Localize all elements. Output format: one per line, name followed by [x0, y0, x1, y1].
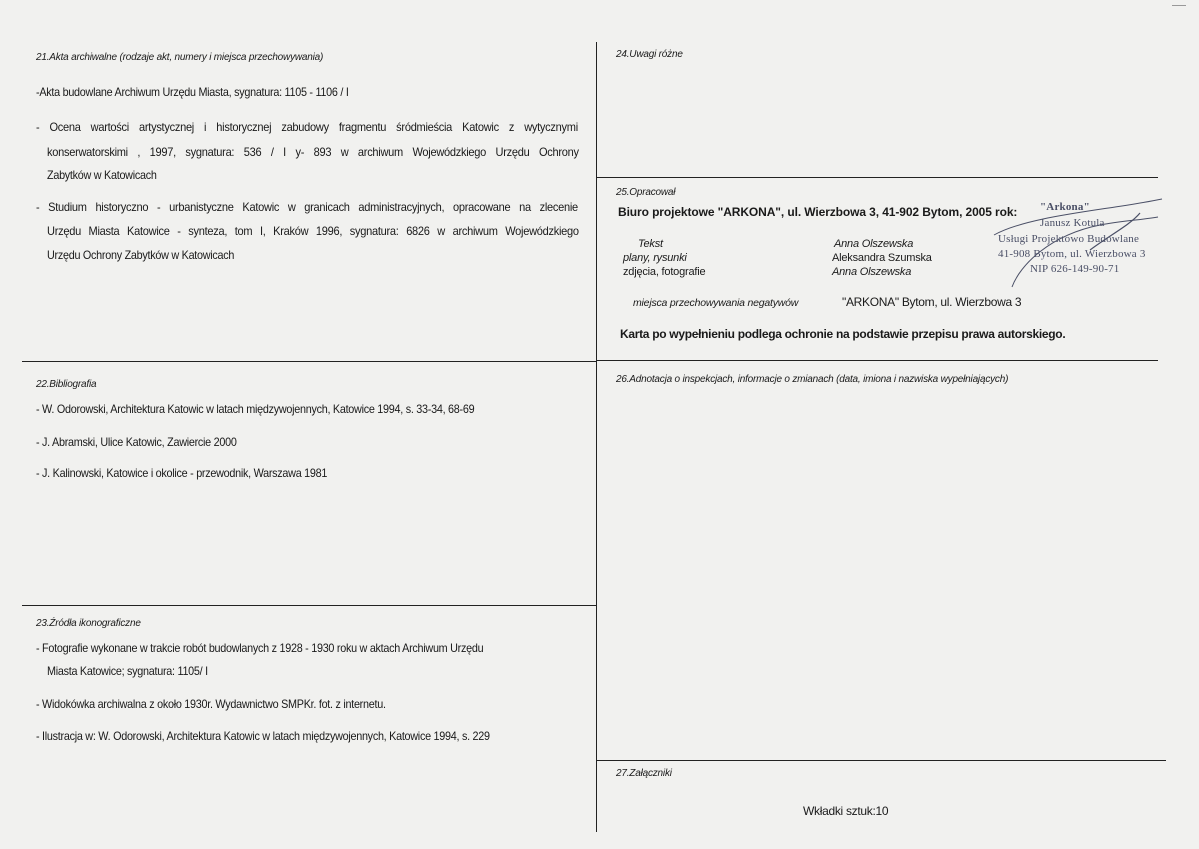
archive-item-3-line-2: Urzędu Miasta Katowice - synteza, tom I, Kraków 1996, sygnatura: 6826 w archiwum Wojewódzkiego: [47, 224, 579, 238]
author-line: Biuro projektowe "ARKONA", ul. Wierzbowa 3, 41-902 Bytom, 2005 rok:: [618, 205, 1018, 219]
negatives-label: miejsca przechowywania negatywów: [633, 297, 799, 309]
archive-item-2-line-3: Zabytków w Katowicach: [47, 168, 157, 182]
iconography-item-3: - Ilustracja w: W. Odorowski, Architektura Katowic w latach międzywojennych, Katowice 1994, s. 229: [36, 729, 490, 743]
inserts-count: Wkładki sztuk:10: [803, 804, 889, 818]
corner-mark: [1172, 5, 1186, 6]
section-23-header: 23.Źródła ikonograficzne: [36, 618, 141, 629]
copyright-notice: Karta po wypełnieniu podlega ochronie na podstawie przepisu prawa autorskiego.: [620, 327, 1066, 341]
section-24-header: 24.Uwagi różne: [616, 49, 683, 60]
company-stamp: [990, 195, 1165, 290]
negatives-value: "ARKONA" Bytom, ul. Wierzbowa 3: [842, 295, 1022, 309]
vertical-divider: [596, 42, 597, 832]
stamp-line-2: Janusz Kotula: [1040, 217, 1105, 229]
section-21-header: 21.Akta archiwalne (rodzaje akt, numery i miejsca przechowywania): [36, 52, 324, 63]
stamp-line-5: NIP 626-149-90-71: [1030, 263, 1120, 275]
divider-26-27: [597, 760, 1166, 761]
role-photos-name: Anna Olszewska: [832, 266, 912, 278]
archive-item-3-line-3: Urzędu Ochrony Zabytków w Katowicach: [47, 248, 235, 262]
role-text: Tekst: [638, 238, 663, 250]
iconography-item-1-line-2: Miasta Katowice; sygnatura: 1105/ I: [47, 664, 208, 678]
role-photos: zdjęcia, fotografie: [623, 266, 706, 278]
stamp-line-3: Usługi Projektowo Budowlane: [998, 233, 1140, 245]
iconography-item-1-line-1: - Fotografie wykonane w trakcie robót budowlanych z 1928 - 1930 roku w aktach Archiwum Urzędu: [36, 641, 484, 655]
archive-item-3-line-1: - Studium historyczno - urbanistyczne Katowic w granicach administracyjnych, opracowane na zlecenie: [36, 200, 578, 214]
bibliography-item-1: - W. Odorowski, Architektura Katowic w latach międzywojennych, Katowice 1994, s. 33-34, 68-69: [36, 402, 475, 416]
archive-item-1: -Akta budowlane Archiwum Urzędu Miasta, sygnatura: 1105 - 1106 / I: [36, 85, 349, 99]
stamp-line-4: 41-908 Bytom, ul. Wierzbowa 3: [998, 248, 1146, 260]
section-27-header: 27.Załączniki: [616, 768, 672, 779]
archive-item-2-line-1: - Ocena wartości artystycznej i historycznej zabudowy fragmentu śródmieścia Katowic z wytycznymi: [36, 120, 578, 134]
divider-25-26: [597, 360, 1158, 361]
divider-24-25: [597, 177, 1158, 178]
iconography-item-2: - Widokówka archiwalna z około 1930r. Wydawnictwo SMPKr. fot. z internetu.: [36, 697, 386, 711]
role-plans: plany, rysunki: [623, 252, 687, 264]
section-26-header: 26.Adnotacja o inspekcjach, informacje o zmianach (data, imiona i nazwiska wypełniających): [616, 374, 1009, 385]
archive-item-2-line-2: konserwatorskimi , 1997, sygnatura: 536 / I y- 893 w archiwum Wojewódzkiego Urzędu Ochrony: [47, 145, 579, 159]
section-25-header: 25.Opracował: [616, 187, 676, 198]
divider-22-23: [22, 605, 596, 606]
role-plans-name: Aleksandra Szumska: [832, 252, 932, 264]
section-22-header: 22.Bibliografia: [36, 379, 97, 390]
role-text-name: Anna Olszewska: [834, 238, 914, 250]
divider-21-22: [22, 361, 596, 362]
stamp-line-1: "Arkona": [1040, 201, 1090, 213]
bibliography-item-3: - J. Kalinowski, Katowice i okolice - przewodnik, Warszawa 1981: [36, 466, 328, 480]
bibliography-item-2: - J. Abramski, Ulice Katowic, Zawiercie 2000: [36, 435, 237, 449]
